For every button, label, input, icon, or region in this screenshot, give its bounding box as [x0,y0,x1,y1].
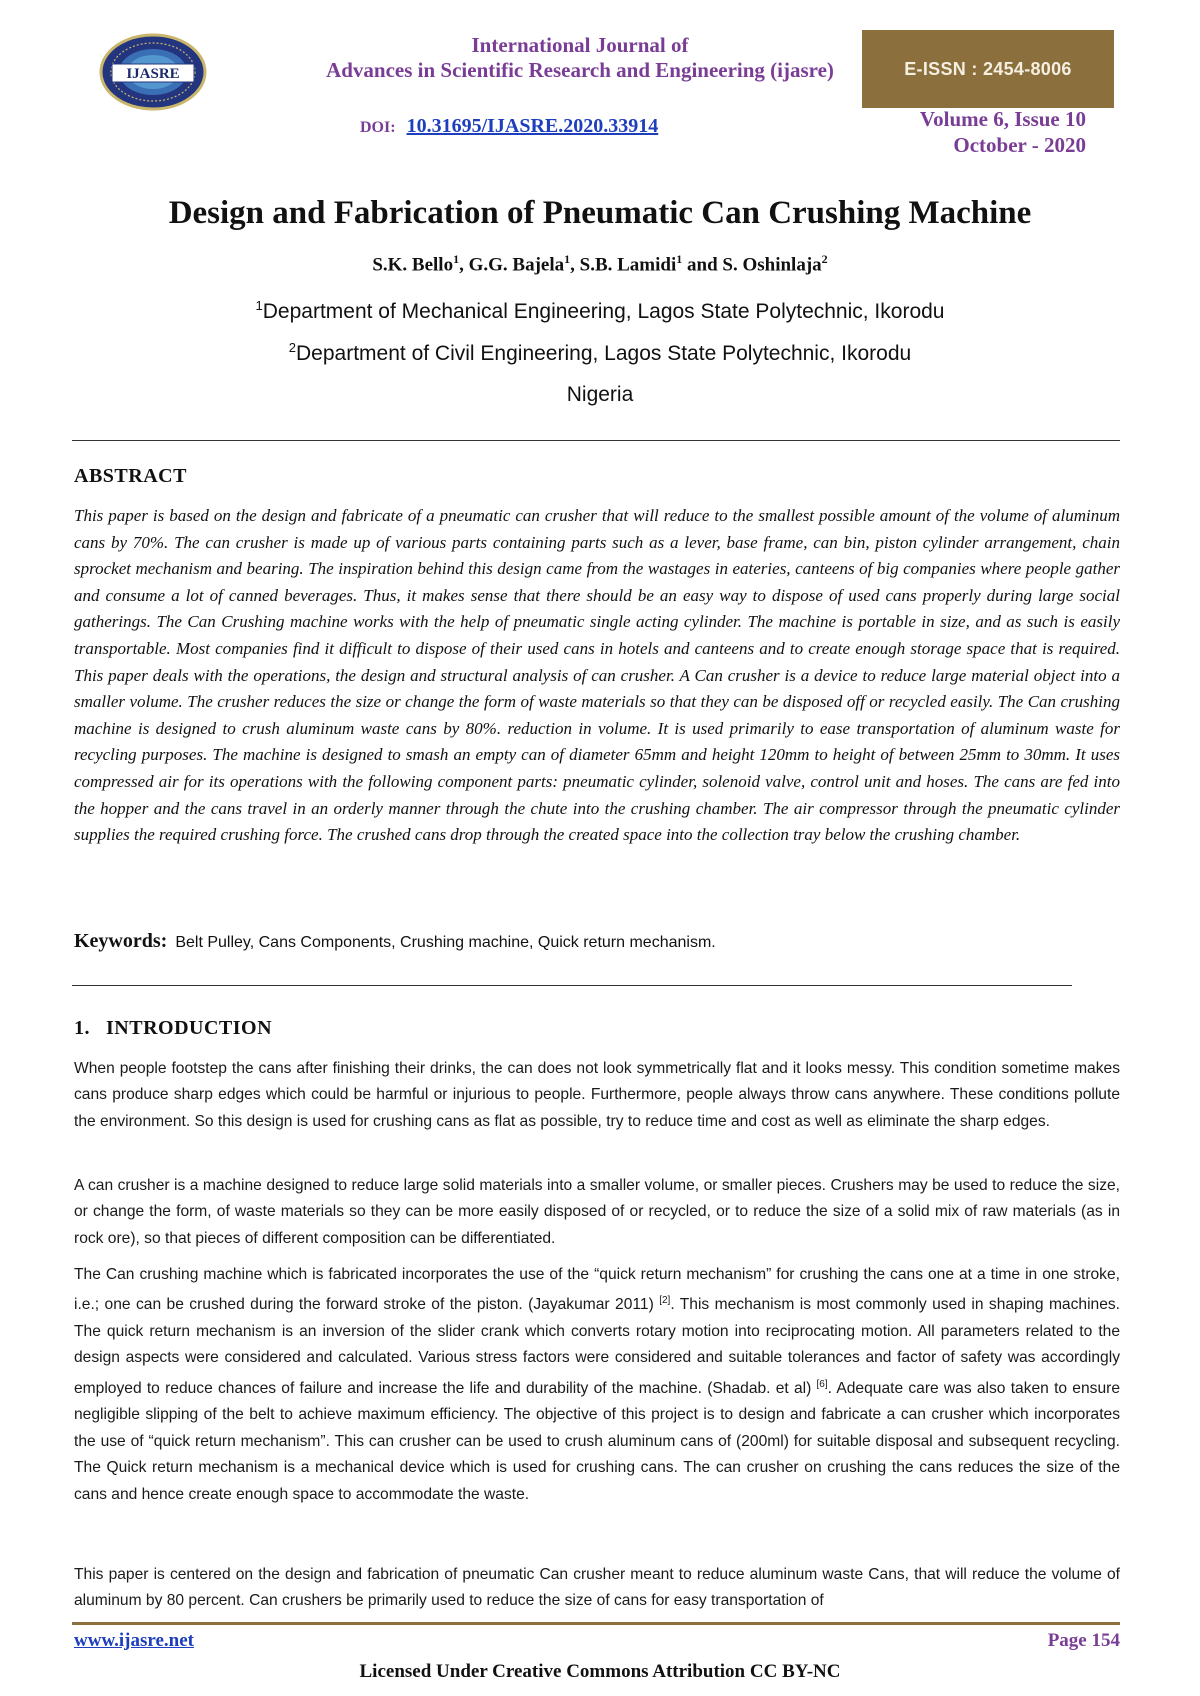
journal-name-line1: International Journal of [471,33,689,57]
intro-paragraph-2: A can crusher is a machine designed to reduce large solid materials into a smaller volume, or smaller pieces. Crushers may be used to reduce the size, or change the form, of waste materials so they can be more easily disposed of or recycled, or to reduce the size of a solid mix of raw materials (as in rock ore), so that pieces of different composition can be differentiated. [74,1177,1120,1247]
citation-ref[interactable]: [6] [816,1378,828,1390]
paper-title: Design and Fabrication of Pneumatic Can Crushing Machine [168,195,1032,231]
affiliation-2 [40,340,1160,366]
affiliation-country [40,383,1160,407]
paragraph-text: . This mechanism is most commonly used in shaping machines. The quick return mechanism is an inversion of the slider crank which converts rotary motion into reciprocating motion. All parameters related to the design aspects were considered and calculated. Various stress factors were considered and suitable tolerances and factor of safety was accordingly employed to reduce chances of failure and increase the life and durability of the machine. (Shadab. et al) [74,1296,1121,1397]
affiliation-text: Department of Civil Engineering, Lagos State Polytechnic, Ikorodu [296,342,912,365]
logo-text: IJASRE [126,66,180,82]
author-separator: and [682,254,723,276]
issn-text: E-ISSN : 2454-8006 [904,58,1072,79]
affiliation-text: Nigeria [566,383,634,406]
author-name: S.B. Lamidi [579,254,677,276]
section-title: INTRODUCTION [106,1017,273,1039]
doi-row [360,115,658,138]
journal-logo [98,32,208,112]
citation-ref[interactable]: [2] [659,1295,671,1307]
affiliation-mark: 2 [288,340,297,355]
author-name: S. Oshinlaja [722,254,822,276]
author-affiliation-mark: 1 [676,252,683,266]
doi-label: DOI: [360,119,396,136]
section-number: 1. [74,1017,90,1039]
journal-name-line2: Advances in Scientific Research and Engineering (ijasre) [326,58,834,82]
introduction-heading [74,1017,272,1040]
issue-date: October - 2020 [953,133,1086,157]
intro-paragraph-3 [74,1262,1120,1508]
journal-website-link[interactable]: www.ijasre.net [74,1630,194,1651]
author-name: S.K. Bello [372,254,454,276]
author-name: G.G. Bajela [468,254,565,276]
issn-badge [862,30,1114,108]
divider-top [72,440,1120,441]
author-affiliation-mark: 1 [564,252,571,266]
keywords-text: Belt Pulley, Cans Components, Crushing machine, Quick return mechanism. [175,934,716,951]
footer-divider [72,1622,1120,1625]
intro-paragraph-4: This paper is centered on the design and fabrication of pneumatic Can crusher meant to reduce aluminum waste Cans, that will reduce the volume of aluminum by 80 percent. Can crushers be primarily used to reduce the size of cans for easy transportation of [74,1566,1120,1610]
affiliation-text: Department of Mechanical Engineering, Lagos State Polytechnic, Ikorodu [262,300,945,323]
page-number: Page 154 [1047,1630,1120,1651]
author-separator: , [459,254,469,276]
intro-paragraph-1: When people footstep the cans after finishing their drinks, the can does not look symmetrically flat and it looks messy. This condition sometime makes cans produce sharp edges which could be harmful or injurious to people. Furthermore, people always throw cans anywhere. These conditions pollute the environment. So this design is used for crushing cans as flat as possible, try to reduce time and cost as well as eliminate the sharp edges. [74,1060,1120,1130]
affiliation-1 [40,298,1160,324]
author-list [40,252,1160,276]
doi-link[interactable]: 10.31695/IJASRE.2020.33914 [406,115,659,137]
affiliation-mark: 1 [255,298,263,313]
paragraph-text: . Adequate care was also taken to ensure negligible slipping of the belt to achieve maximum efficiency. The objective of this project is to design and fabricate a can crusher which incorporates the use of “quick return mechanism”. This can crusher can be used to crush aluminum cans of (200ml) for suitable disposal and subsequent recycling. The Quick return mechanism is a mechanical device which is used for crushing cans. The can crusher on crushing the cans reduces the size of the cans and hence create enough space to accommodate the waste. [74,1380,1120,1503]
divider-abstract [72,985,1072,986]
license-notice: Licensed Under Creative Commons Attribution CC BY-NC [359,1661,841,1682]
paragraph-text: The Can crushing machine which is fabricated incorporates the use of the “quick return mechanism” for crushing the cans one at a time in one stroke, i.e.; one can be crushed during the forward stroke of the piston. (Jayakumar 2011) [74,1266,1120,1314]
keywords-label: Keywords: [74,930,168,952]
volume-issue: Volume 6, Issue 10 [919,107,1086,131]
author-affiliation-mark: 1 [453,252,460,266]
abstract-heading: ABSTRACT [74,465,187,487]
author-separator: , [570,254,580,276]
keywords-row [74,930,1120,953]
abstract-body: This paper is based on the design and fabricate of a pneumatic can crusher that will reduce to the smallest possible amount of the volume of aluminum cans by 70%. The can crusher is made up of various parts containing parts such as a lever, base frame, can bin, piston cylinder arrangement, chain sprocket mechanism and bearing. The inspiration behind this design came from the wastages in eateries, canteens of big companies where people gather and consume a lot of canned beverages. Thus, it makes sense that there should be an easy way to dispose of used cans properly during large social gatherings. The Can Crushing machine works with the help of pneumatic single acting cylinder. The machine is portable in size, and as such is easily transportable. Most companies find it difficult to dispose of their used cans in hotels and canteens and to create enough storage space that is required. This paper deals with the operations, the design and structural analysis of can crusher. A Can crusher is a device to reduce large material object into a smaller volume. The crusher reduces the size or change the form of waste materials so that they can be disposed off or recycled easily. The Can crushing machine is designed to crush aluminum waste cans by 80%. reduction in volume. It is used primarily to ease transportation of aluminum waste for recycling purposes. The machine is designed to smash an empty can of diameter 65mm and height 120mm to height of between 25mm to 30mm. It uses compressed air for its operations with the following component parts: pneumatic cylinder, solenoid valve, control unit and hoses. The cans are fed into the hopper and the cans travel in an orderly manner through the chute into the crushing chamber. The air compressor through the pneumatic cylinder supplies the required crushing force. The crushed cans drop through the created space into the collection tray below the crushing chamber. [74,506,1120,845]
author-affiliation-mark: 2 [821,252,828,266]
